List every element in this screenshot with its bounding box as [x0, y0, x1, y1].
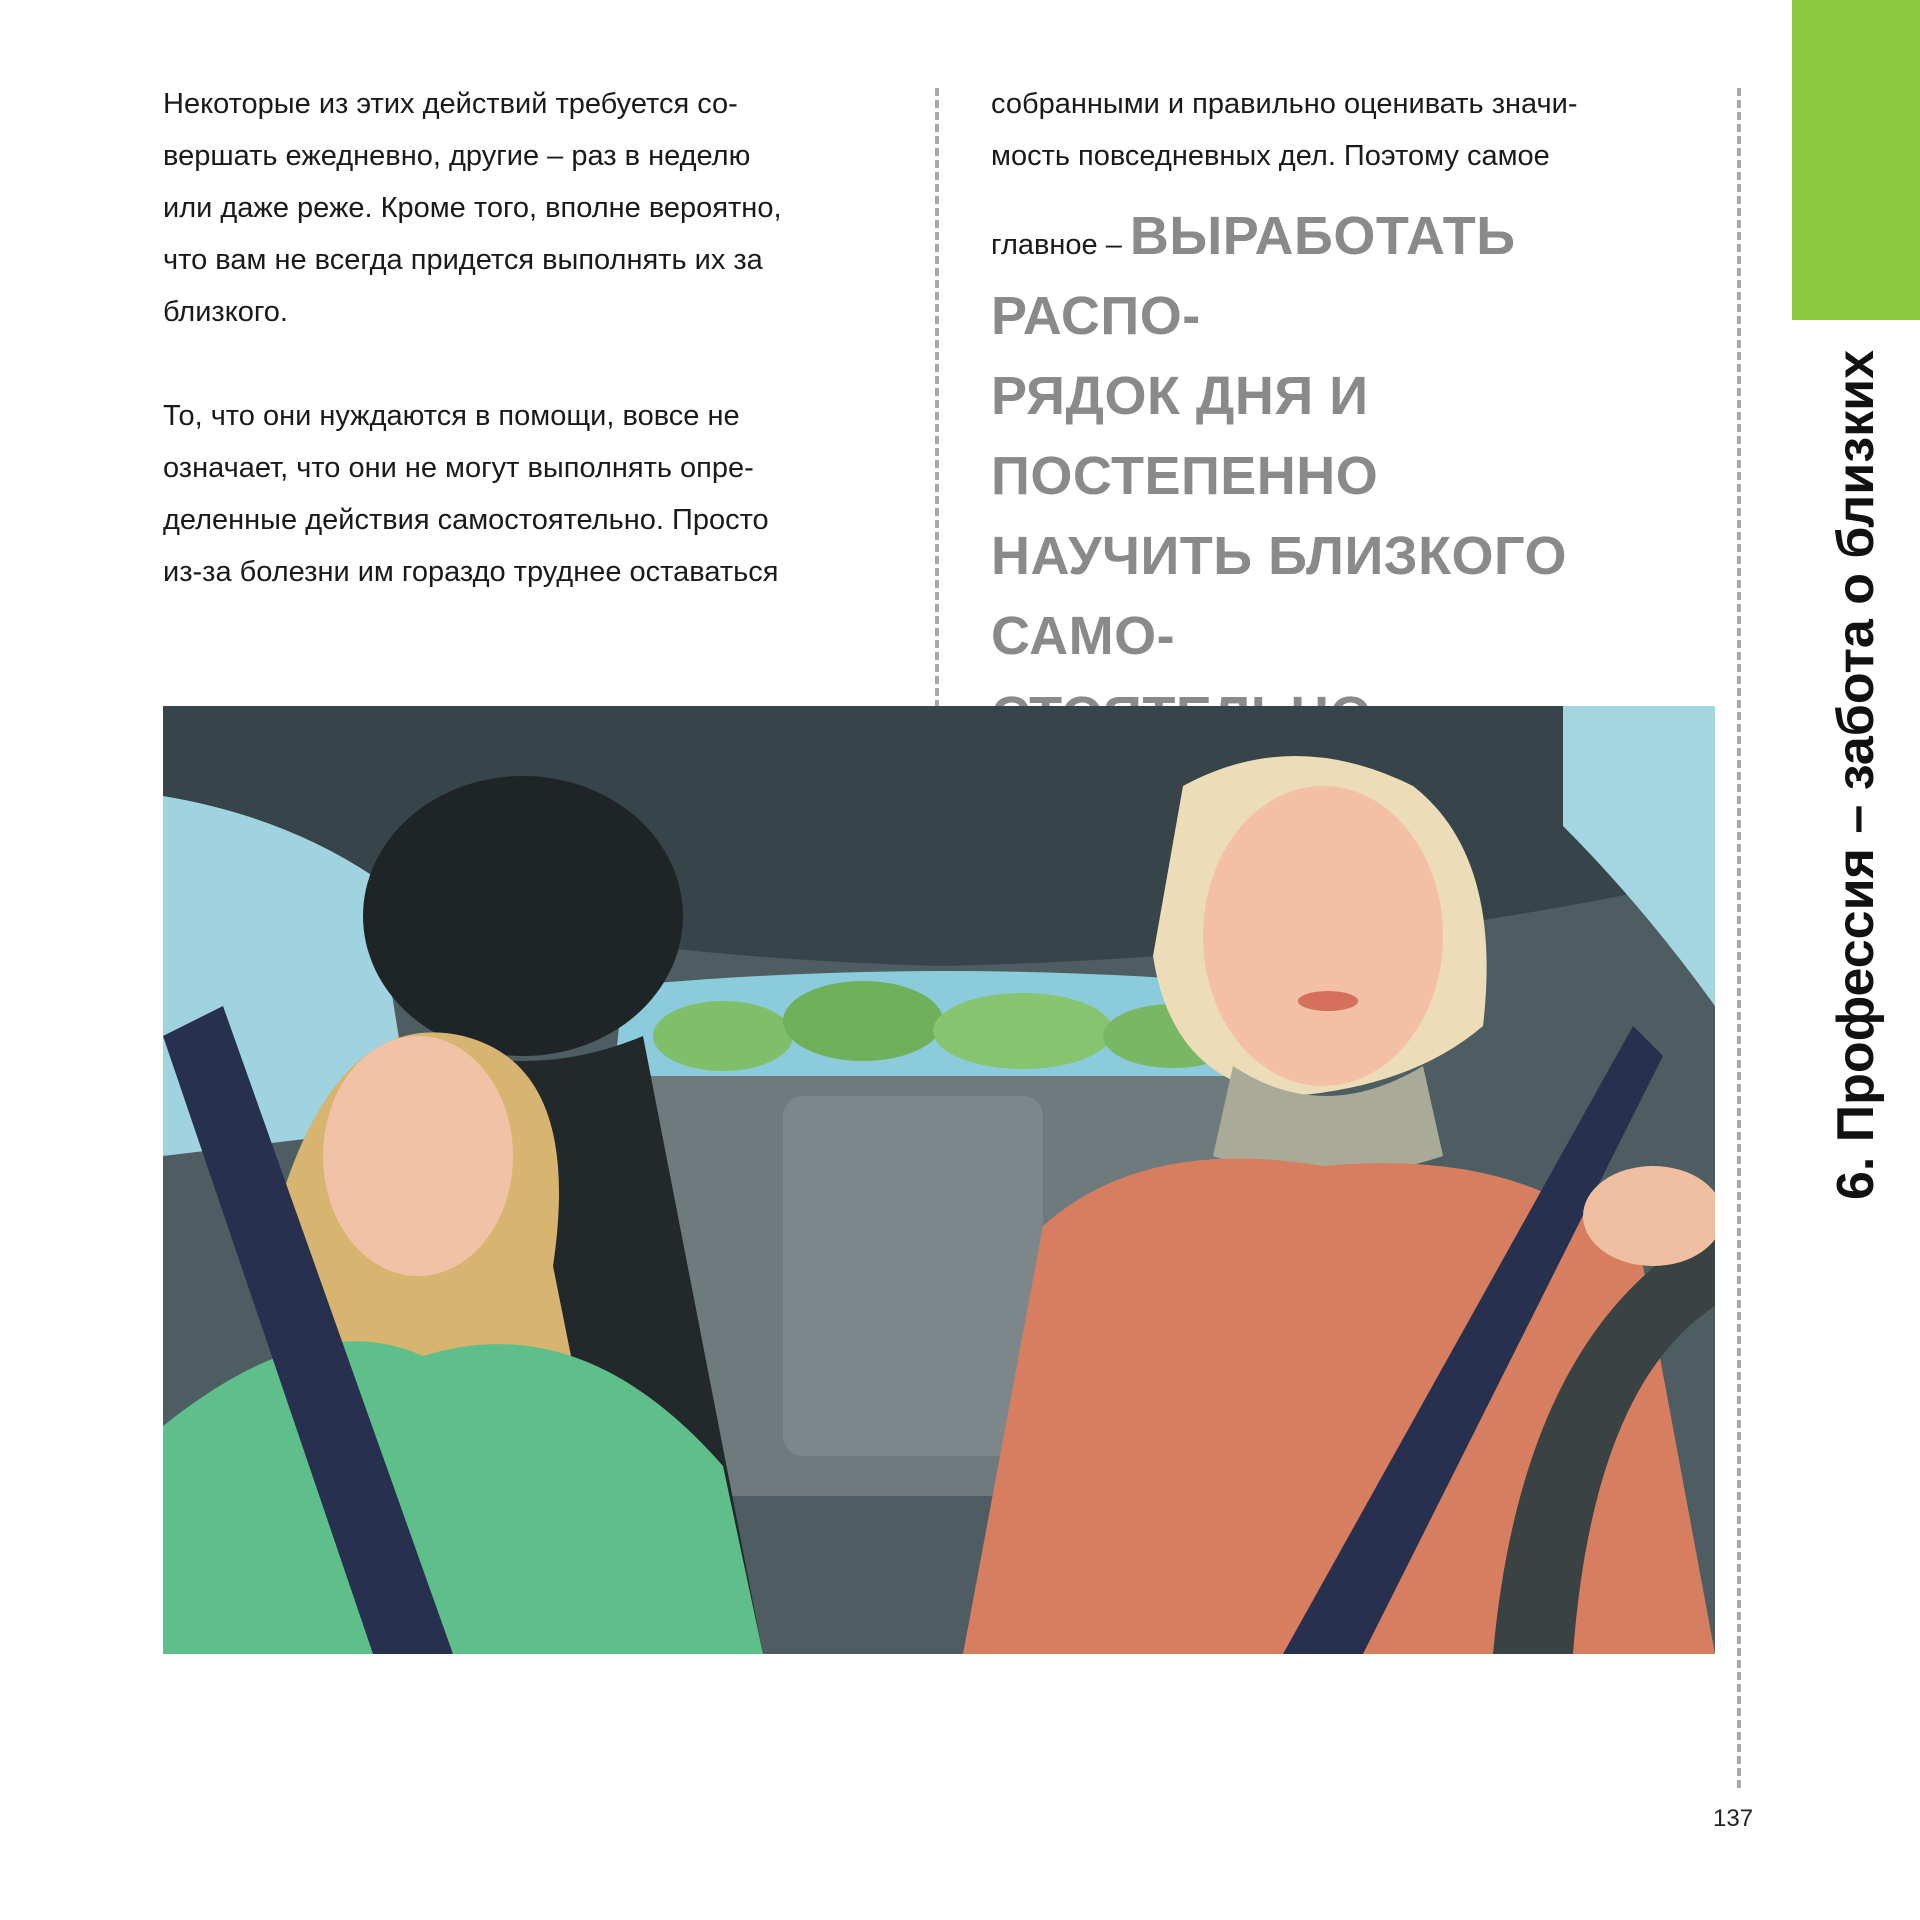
paragraph-3 — [991, 78, 1711, 182]
text-line: или даже реже. Кроме того, вполне вероятно, — [163, 192, 782, 224]
text-line: То, что они нуждаются в помощи, вовсе не — [163, 400, 740, 432]
column-divider — [935, 88, 939, 708]
emphasis-line: РЯДОК ДНЯ И ПОСТЕПЕННО — [991, 366, 1379, 506]
text-line: означает, что они не могут выполнять опре- — [163, 452, 754, 484]
left-column — [163, 78, 903, 598]
paragraph-2 — [163, 390, 903, 598]
text-line: деленные действия самостоятельно. Просто — [163, 504, 769, 536]
text-line: собранными и правильно оценивать значи- — [991, 88, 1578, 120]
chapter-color-tab — [1792, 0, 1920, 320]
chapter-title: 6. Профессия – забота о близких — [1827, 349, 1885, 1201]
paragraph-1 — [163, 78, 903, 338]
text-line: из-за болезни им гораздо труднее оставаться — [163, 556, 779, 588]
emphasis-line: НАУЧИТЬ БЛИЗКОГО САМО- — [991, 526, 1567, 666]
margin-divider — [1737, 88, 1741, 1788]
emphasis-line: ВЫРАБОТАТЬ РАСПО- — [991, 206, 1516, 346]
text-line: мость повседневных дел. Поэтому самое — [991, 140, 1550, 172]
text-line: что вам не всегда придется выполнять их за — [163, 244, 763, 276]
text-line: Некоторые из этих действий требуется со- — [163, 88, 738, 120]
text-line: близкого. — [163, 296, 288, 328]
page-number: 137 — [1713, 1805, 1754, 1832]
text-line: вершать ежедневно, другие – раз в неделю — [163, 140, 751, 172]
watercolor-car-scene — [163, 706, 1715, 1654]
car-illustration — [163, 706, 1715, 1654]
lead-in-text: главное – — [991, 229, 1122, 261]
